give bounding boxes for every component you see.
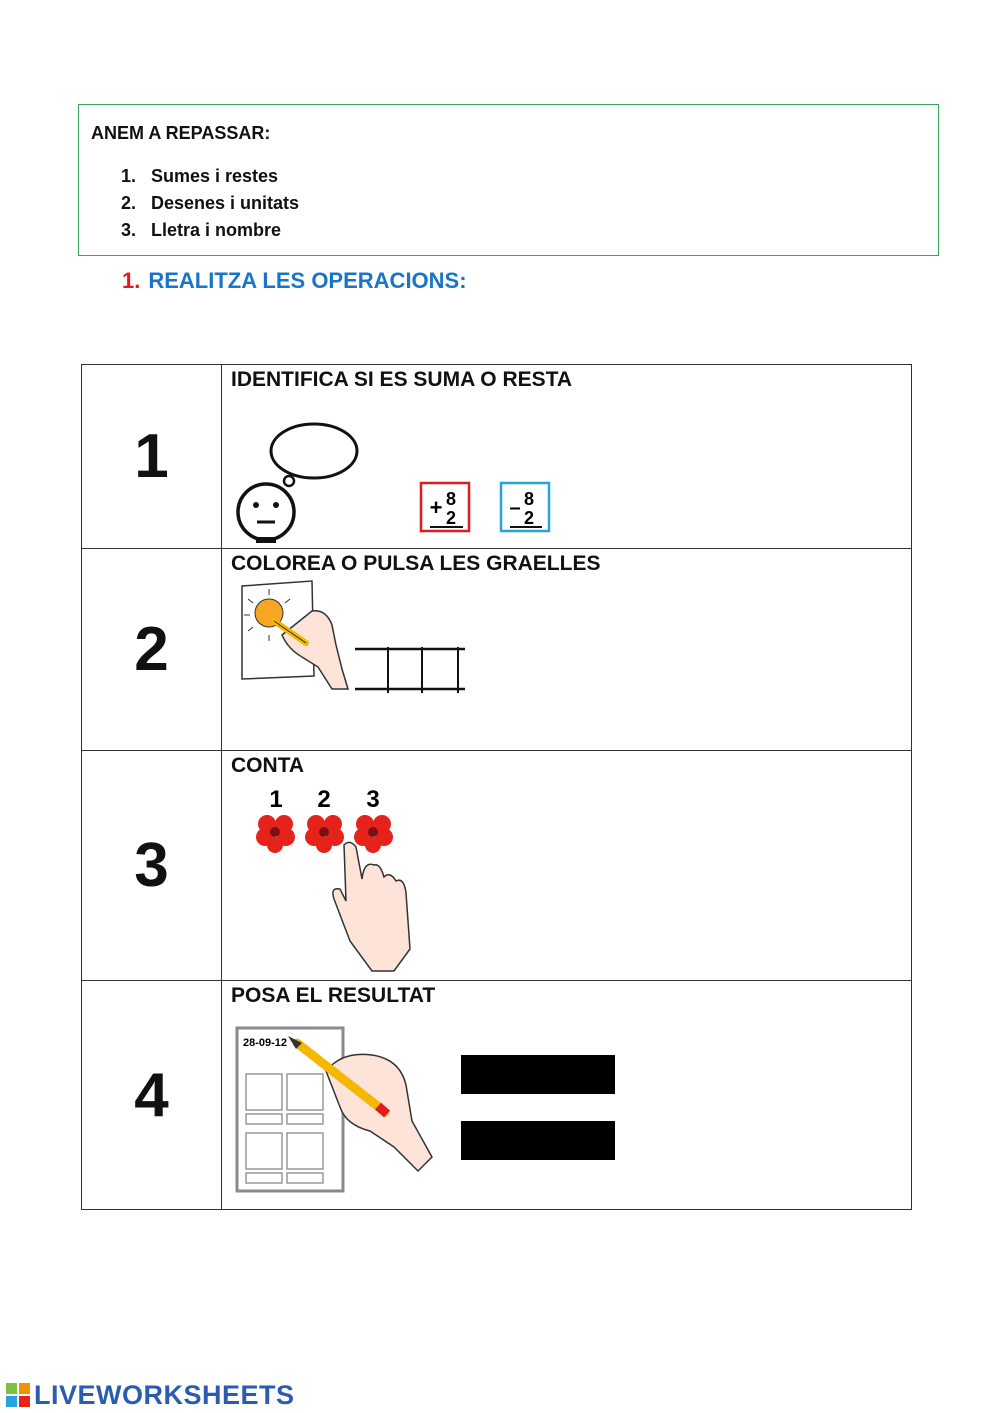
count-label: 2 [317, 786, 331, 813]
color-grid-illustration [222, 549, 912, 750]
step-label: POSA EL RESULTAT [231, 984, 436, 1007]
steps-table [81, 364, 912, 1210]
step-content [222, 365, 912, 549]
count-label: 1 [269, 786, 283, 813]
subtraction-card-icon [501, 483, 549, 531]
answer-box[interactable] [461, 1055, 615, 1094]
answer-box[interactable] [461, 1121, 615, 1160]
svg-text:8: 8 [523, 489, 535, 509]
table-row [82, 549, 912, 751]
list-item: 1. Sumes i restes [121, 166, 279, 186]
tally-grid-icon [355, 647, 465, 693]
table-row [82, 365, 912, 549]
review-box [78, 104, 939, 256]
table-row [82, 751, 912, 981]
count-label: 3 [366, 786, 380, 813]
review-title: ANEM A REPASSAR: [91, 123, 271, 143]
section-heading: 1. REALITZA LES OPERACIONS: [122, 268, 467, 293]
step-number: 1 [82, 365, 222, 549]
thinking-face-icon [238, 424, 357, 543]
review-list [121, 165, 299, 246]
think-sum-illustration [222, 365, 912, 548]
step-label: COLOREA O PULSA LES GRAELLES [231, 552, 601, 575]
flower-icon [256, 815, 295, 853]
svg-text:8: 8 [445, 489, 457, 509]
svg-text:2: 2 [523, 508, 535, 528]
list-item: 2. Desenes i unitats [121, 193, 300, 213]
svg-text:+: + [429, 495, 443, 520]
table-row [82, 981, 912, 1210]
list-item: 3. Lletra i nombre [121, 220, 282, 240]
pointing-hand-icon [333, 842, 410, 971]
step-content [222, 549, 912, 751]
svg-text:–: – [509, 497, 521, 519]
flower-icon [354, 815, 393, 853]
date-label: 28-09-12 [243, 1037, 288, 1049]
step-content [222, 981, 912, 1210]
write-result-illustration [222, 981, 912, 1209]
addition-card-icon [421, 483, 469, 531]
step-number: 4 [82, 981, 222, 1210]
counting-illustration [222, 751, 912, 980]
flower-icon [305, 815, 344, 853]
step-number: 2 [82, 549, 222, 751]
brand-blocks-icon [6, 1383, 30, 1407]
brand-name: LIVEWORKSHEETS [34, 1379, 295, 1410]
liveworksheets-logo [6, 1380, 295, 1410]
step-number: 3 [82, 751, 222, 981]
worksheet-icon [237, 1028, 343, 1191]
step-label: IDENTIFICA SI ES SUMA O RESTA [231, 368, 573, 391]
svg-text:2: 2 [445, 508, 457, 528]
step-label: CONTA [231, 754, 305, 777]
step-content [222, 751, 912, 981]
